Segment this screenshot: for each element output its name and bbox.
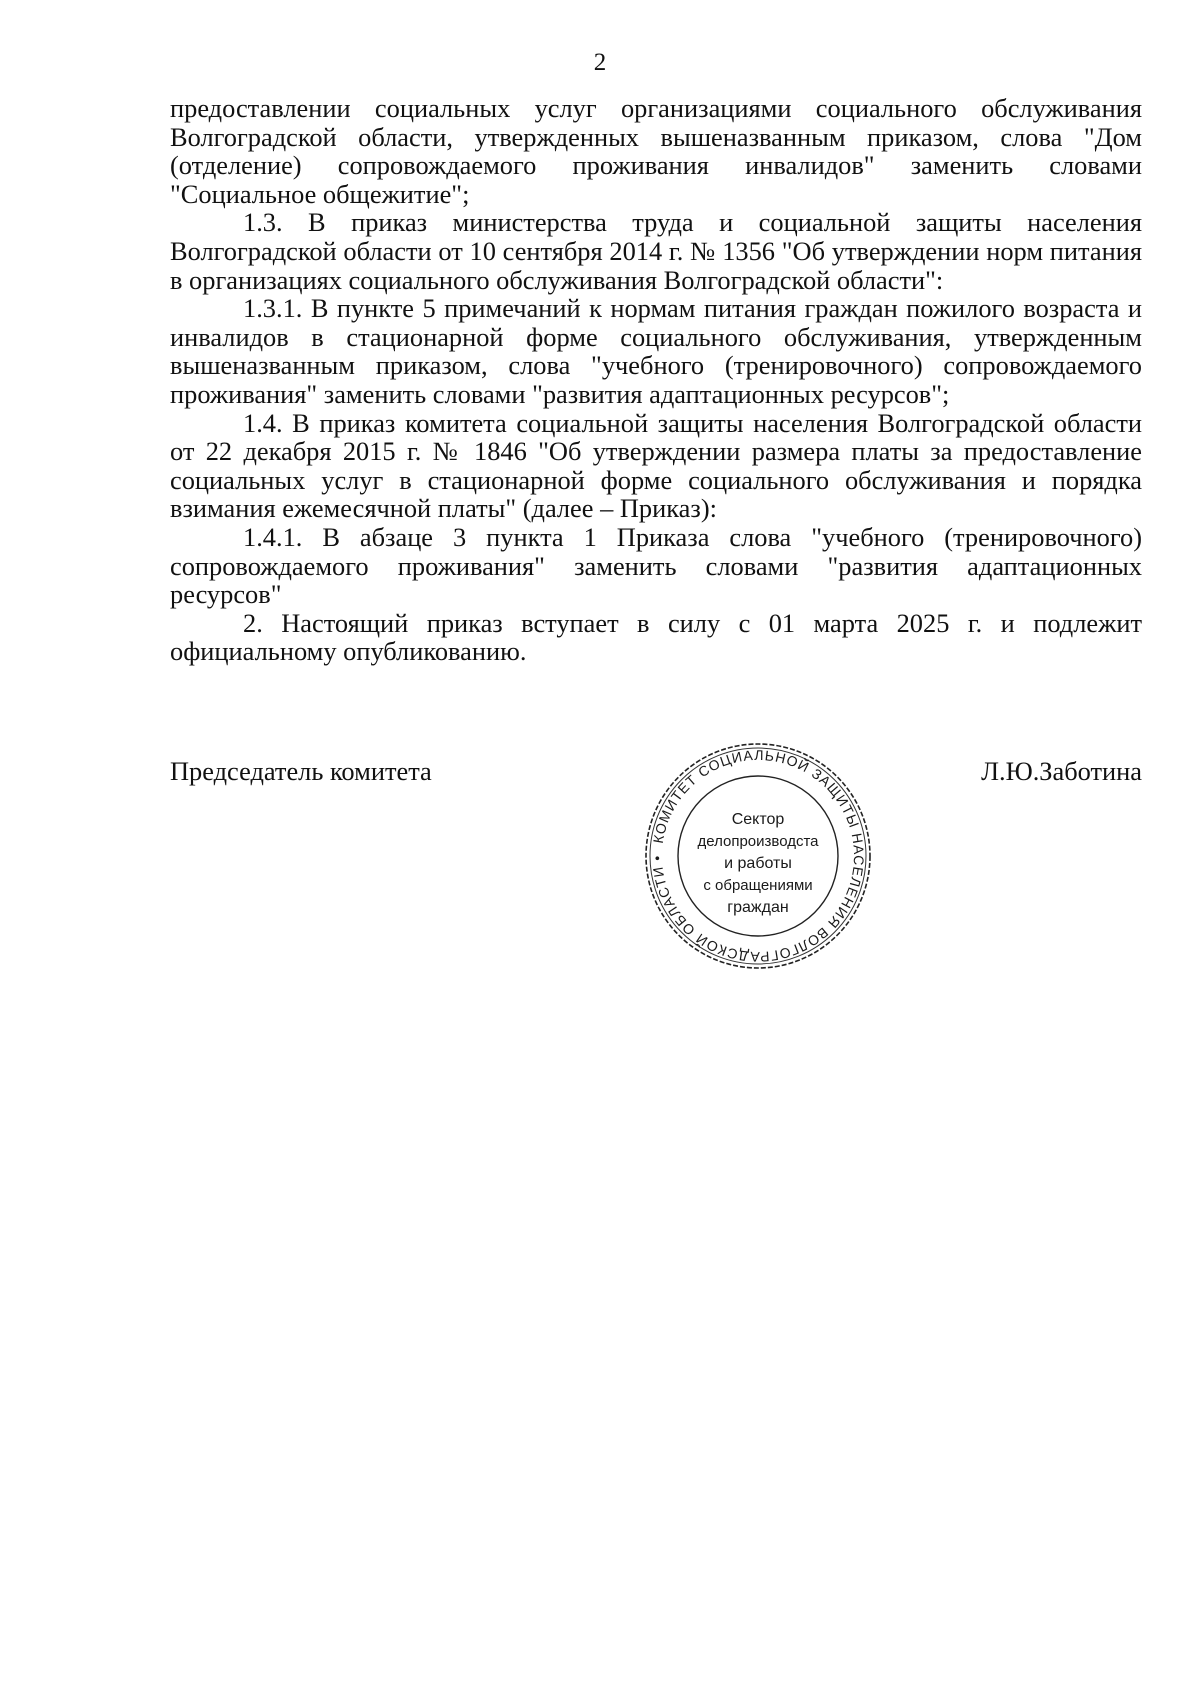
paragraph-1-3: 1.3. В приказ министерства труда и социальной защиты населения Волгоградской области от 10 сентября 2014 г. № 1356 "Об утверждении норм питания в организациях социального обслуживания Волгоградской области": — [170, 207, 1142, 295]
stamp-ring-textpath: КОМИТЕТ СОЦИАЛЬНОЙ ЗАЩИТЫ НАСЕЛЕНИЯ ВОЛГОГРАДСКОЙ ОБЛАСТИ • — [648, 746, 868, 966]
page-number: 2 — [593, 49, 607, 76]
stamp-line-1: Сектор — [731, 811, 785, 828]
round-seal-icon — [640, 738, 876, 974]
stamp-line-5: граждан — [727, 899, 789, 916]
paragraph-1-4: 1.4. В приказ комитета социальной защиты населения Волгоградской области от 22 декабря 2015 г. № 1846 "Об утверждении размера платы за предоставление социальных услуг в стационарной форме социального обслуживания и порядка взимания ежемесячной платы" (далее – Приказ): — [170, 407, 1142, 524]
paragraph-continuation: предоставлении социальных услуг организациями социального обслуживания Волгоградской области, утвержденных вышеназванным приказом, слова "Дом (отделение) сопровождаемого проживания инвалидов" заменить словами "Социальное общежитие"; — [170, 93, 1142, 209]
paragraph-2: 2. Настоящий приказ вступает в силу с 01 марта 2025 г. и подлежит официальному опубликованию. — [170, 607, 1142, 667]
paragraph-1-3-1: 1.3.1. В пункте 5 примечаний к нормам питания граждан пожилого возраста и инвалидов в стационарной форме социального обслуживания, утвержденным вышеназванным приказом, слова "учебного (тренировочного) сопровождаемого проживания" заменить словами "развития адаптационных ресурсов"; — [170, 293, 1142, 409]
signer-name: Л.Ю.Заботина — [981, 756, 1142, 786]
signer-title: Председатель комитета — [170, 756, 432, 786]
document-body — [170, 94, 1142, 666]
paragraph-1-4-1: 1.4.1. В абзаце 3 пункта 1 Приказа слова "учебного (тренировочного) сопровождаемого проживания" заменить словами "развития адаптационных ресурсов" — [170, 521, 1142, 610]
stamp-line-2: делопроизводста — [697, 833, 819, 850]
stamp-line-4: с обращениями — [703, 877, 813, 894]
stamp-line-3: и работы — [724, 855, 792, 872]
